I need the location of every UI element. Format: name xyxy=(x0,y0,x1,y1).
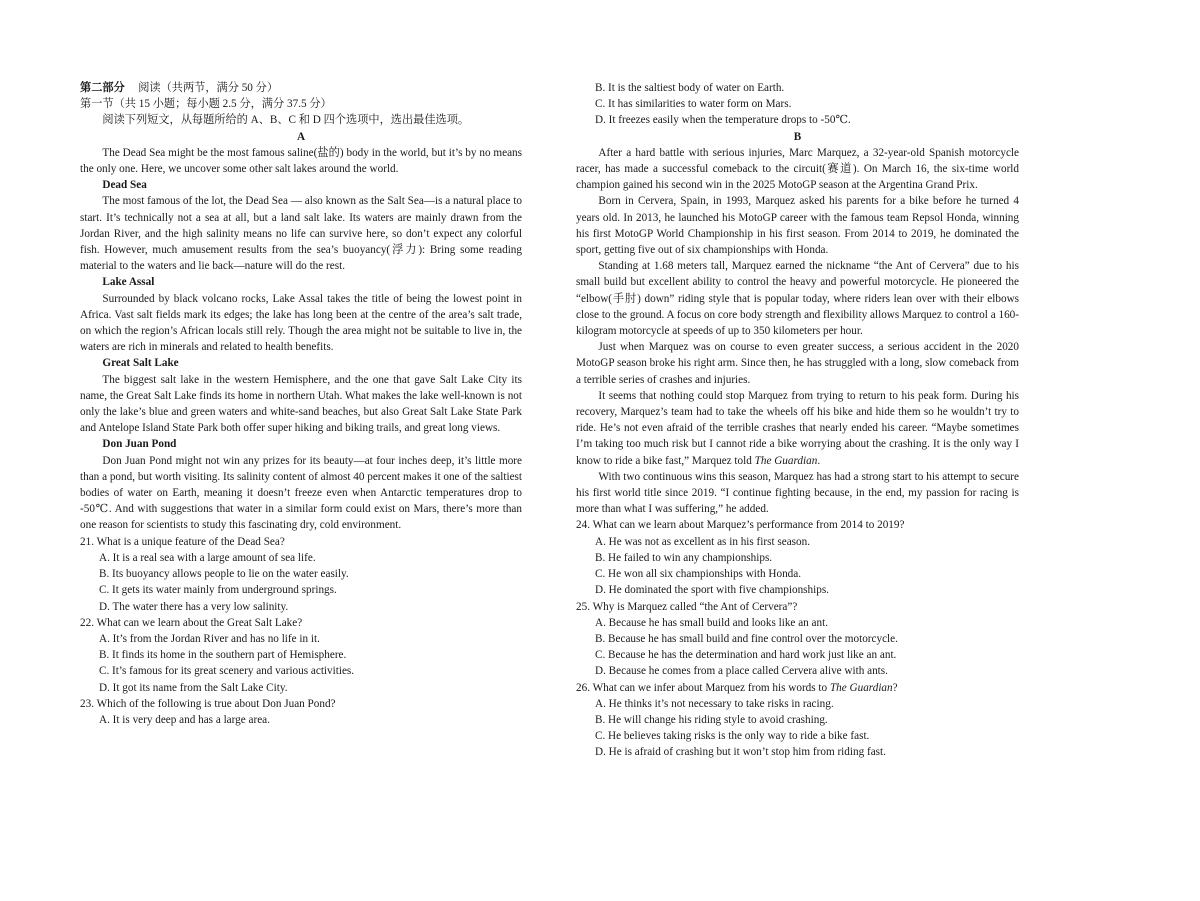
passage-b-paragraph-6: With two continuous wins this season, Marquez has had a strong start to his attempt to secure his first world title since 2019. “I continue fighting because, in the end, my passion for racing is more than what I was suffering,” he added. xyxy=(576,470,1019,516)
question-26-source: The Guardian xyxy=(829,681,893,694)
question-21-option-d: D. The water there has a very low salinity. xyxy=(99,600,289,613)
question-26-option-a: A. He thinks it’s not necessary to take risks in racing. xyxy=(595,697,834,710)
passage-b-paragraph-2: Born in Cervera, Spain, in 1993, Marquez asked his parents for a bike before he turned 4 years old. In 2013, he launched his MotoGP career with the famous team Repsol Honda, winning his first MotoGP World Championship in his first season. From 2014 to 2019, he dominated the sport, getting five out of six championships with Honda. xyxy=(576,195,1019,257)
passage-a-intro: The Dead Sea might be the most famous saline(盐的) body in the world, but it’s by no means the only one. Here, we uncover some other salt lakes around the world. xyxy=(80,146,522,176)
lake-heading-great-salt-lake: Great Salt Lake xyxy=(102,357,179,370)
source-name: The Guardian xyxy=(754,454,818,467)
question-26-stem-text: 26. What can we infer about Marquez from his words to xyxy=(576,681,830,694)
question-26-option-d: D. He is afraid of crashing but it won’t stop him from riding fast. xyxy=(595,746,886,759)
lake-text-lake-assal: Surrounded by black volcano rocks, Lake Assal takes the title of being the lowest point in Africa. Vast salt fields mark its edges; the lake has long been at the centre of the area’s salt trade, on which the region’s African locals still rely. Though the area might not be suitable to live in, the waters are rich in minerals and related to health benefits. xyxy=(80,292,522,354)
question-25-option-a: A. Because he has small build and looks like an ant. xyxy=(595,616,829,629)
question-26-option-b: B. He will change his riding style to avoid crashing. xyxy=(595,713,828,726)
passage-b-label: B xyxy=(793,130,802,143)
question-22-stem: 22. What can we learn about the Great Salt Lake? xyxy=(80,616,303,629)
question-26-option-c: C. He believes taking risks is the only way to ride a bike fast. xyxy=(595,730,870,743)
part-heading: 第二部分 xyxy=(80,82,125,94)
question-25-option-b: B. Because he has small build and fine control over the motorcycle. xyxy=(595,632,898,645)
question-21-option-a: A. It is a real sea with a large amount of sea life. xyxy=(99,551,316,564)
question-23-option-b: B. It is the saltiest body of water on Earth. xyxy=(595,82,785,94)
question-22-option-b: B. It finds its home in the southern part of Hemisphere. xyxy=(99,649,347,662)
question-25-option-c: C. Because he has the determination and hard work just like an ant. xyxy=(595,649,897,662)
lake-heading-dead-sea: Dead Sea xyxy=(102,179,147,192)
lake-heading-lake-assal: Lake Assal xyxy=(102,276,155,289)
question-25-stem: 25. Why is Marquez called “the Ant of Cervera”? xyxy=(576,600,798,613)
passage-b-paragraph-5-text: It seems that nothing could stop Marquez from trying to return to his peak form. During his recovery, Marquez’s team had to take the wheels off his bike and hide them so he wouldn’t try to ride. He’s not even afraid of the terrible crashes that nearly ended his career. “Maybe sometimes I’m taking too much risk but I cannot ride a bike worrying about the crashing. It is the only way I know to ride a bike fast,” Marquez told xyxy=(576,389,1019,467)
question-21-stem: 21. What is a unique feature of the Dead Sea? xyxy=(80,535,285,548)
question-23-option-a: A. It is very deep and has a large area. xyxy=(99,713,270,726)
question-24-stem: 24. What can we learn about Marquez’s performance from 2014 to 2019? xyxy=(576,519,905,532)
lake-text-great-salt-lake: The biggest salt lake in the western Hemisphere, and the one that gave Salt Lake City its name, the Great Salt Lake finds its home in northern Utah. What makes the lake well-known is not only the lake’s blue and green waters and white-sand beaches, but also Great Salt Lake State Park and Antelope Island State Park both offer super hiking and biking trails, and great long views. xyxy=(80,373,522,435)
question-24-option-a: A. He was not as excellent as in his first season. xyxy=(595,535,810,548)
right-column xyxy=(576,80,1019,761)
part-title: 阅读（共两节，满分 50 分） xyxy=(138,82,279,94)
question-24-option-b: B. He failed to win any championships. xyxy=(595,551,773,564)
passage-b-paragraph-1: After a hard battle with serious injuries, Marc Marquez, a 32-year-old Spanish motorcycle racer, has made a successful comeback to the circuit(赛道). On March 16, the six-time world champion gained his second win in the 2025 MotoGP season at the Argentina Grand Prix. xyxy=(576,146,1019,192)
lake-text-don-juan-pond: Don Juan Pond might not win any prizes for its beauty—at four inches deep, it’s little more than a pond, but worth visiting. Its salinity content of almost 40 percent makes it one of the saltiest bodies of water on Earth, meaning it doesn’t freeze even when Antarctic temperatures drop to -50℃. And with suggestions that water in a similar form could exist on Mars, there’s more than one reason for scientists to study this fascinating dry, cold environment. xyxy=(80,454,522,532)
question-21-option-b: B. Its buoyancy allows people to lie on the water easily. xyxy=(99,568,349,581)
passage-b-paragraph-3: Standing at 1.68 meters tall, Marquez earned the nickname “the Ant of Cervera” due to his small build but excellent ability to control the heavy and powerful motorcycle. He pioneered the “elbow(手肘) down” riding style that is popular today, where riders lean over with their elbows close to the ground. A focus on core body strength and flexibility allows Marquez to control a 160-kilogram motorcycle at speeds of up to 350 kilometers per hour. xyxy=(576,260,1019,338)
question-22-option-d: D. It got its name from the Salt Lake City. xyxy=(99,681,288,694)
source-end: . xyxy=(817,454,821,467)
instruction: 阅读下列短文，从每题所给的 A、B、C 和 D 四个选项中，选出最佳选项。 xyxy=(102,114,470,127)
question-22-option-a: A. It’s from the Jordan River and has no life in it. xyxy=(99,632,320,645)
question-24-option-d: D. He dominated the sport with five championships. xyxy=(595,584,829,597)
passage-b-paragraph-4: Just when Marquez was on course to even greater success, a serious accident in the 2020 MotoGP season broke his right arm. Since then, he has struggled with a long, slow comeback from a terrible series of crashes and injuries. xyxy=(576,341,1019,386)
question-23-option-c: C. It has similarities to water form on Mars. xyxy=(595,98,792,111)
lake-text-dead-sea: The most famous of the lot, the Dead Sea — also known as the Salt Sea—is a natural place to start. It’s technically not a sea at all, but a land salt lake. Its waters are mainly drawn from the Jordan River, and the high salinity means no life can survive here, so don’t expect any colorful fish. However, much amusement results from the sea’s buoyancy(浮力): Bring some reading material to the waters and lie back—nature will do the rest. xyxy=(80,195,522,273)
left-column xyxy=(80,80,522,728)
passage-a-label: A xyxy=(296,130,306,143)
question-26-stem xyxy=(576,680,1019,696)
question-25-option-d: D. Because he comes from a place called Cervera alive with ants. xyxy=(595,665,888,678)
section-line: 第一节（共 15 小题；每小题 2.5 分，满分 37.5 分） xyxy=(80,98,332,111)
question-24-option-c: C. He won all six championships with Honda. xyxy=(595,568,802,581)
question-22-option-c: C. It’s famous for its great scenery and various activities. xyxy=(99,665,355,678)
question-23-option-d: D. It freezes easily when the temperature drops to -50℃. xyxy=(595,114,851,127)
lake-heading-don-juan-pond: Don Juan Pond xyxy=(102,438,177,451)
part-heading-line xyxy=(80,80,522,96)
question-26-stem-end: ? xyxy=(892,681,898,694)
passage-b-paragraph-5 xyxy=(576,388,1019,469)
question-21-option-c: C. It gets its water mainly from underground springs. xyxy=(99,584,337,597)
question-23-stem: 23. Which of the following is true about Don Juan Pond? xyxy=(80,697,336,710)
